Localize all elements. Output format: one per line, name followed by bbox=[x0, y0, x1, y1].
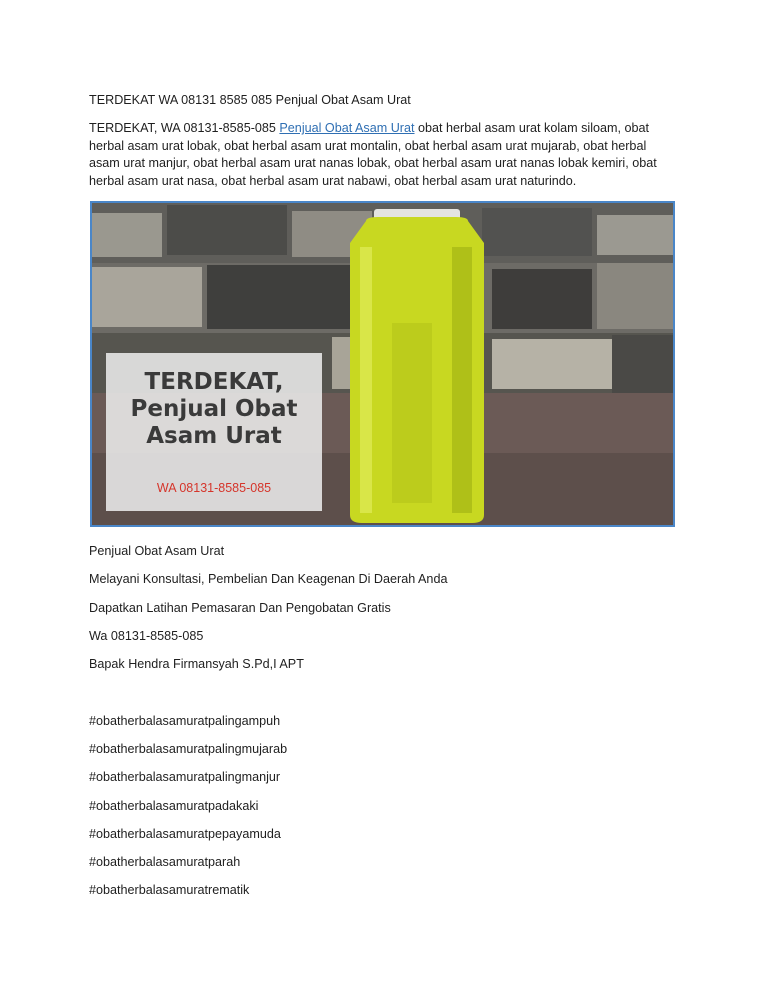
line-item: Penjual Obat Asam Urat bbox=[89, 544, 225, 558]
intro-paragraph bbox=[89, 120, 679, 190]
hashtag-item: #obatherbalasamuratparah bbox=[89, 855, 241, 869]
product-photo bbox=[90, 201, 675, 527]
hashtag-item: #obatherbalasamuratrematik bbox=[89, 883, 250, 897]
line-item: Wa 08131-8585-085 bbox=[89, 629, 204, 643]
line-item: Dapatkan Latihan Pemasaran Dan Pengobatan Gratis bbox=[89, 601, 391, 615]
overlay-title-line-1: TERDEKAT, bbox=[144, 369, 284, 395]
hashtag-item: #obatherbalasamuratpalingampuh bbox=[89, 714, 281, 728]
line-item: Bapak Hendra Firmansyah S.Pd,I APT bbox=[89, 657, 304, 671]
hashtag-item: #obatherbalasamuratpepayamuda bbox=[89, 827, 281, 841]
overlay-title-line-2: Penjual Obat bbox=[130, 396, 298, 422]
line-item: Melayani Konsultasi, Pembelian Dan Keagenan Di Daerah Anda bbox=[89, 572, 448, 586]
overlay-wa-number: WA 08131-8585-085 bbox=[156, 481, 272, 495]
hashtag-item: #obatherbalasamuratpadakaki bbox=[89, 799, 259, 813]
photo-overlay bbox=[106, 353, 322, 511]
intro-prefix: TERDEKAT, WA 08131-8585-085 bbox=[89, 121, 280, 135]
intro-suffix: obat herbal asam urat kolam siloam, obat herbal asam urat lobak, obat herbal asam urat montalin, obat herbal asam urat mujarab, obat herbal asam urat manjur, obat herbal asam urat nanas lobak, obat herbal asam urat nanas lobak kemiri, obat herbal asam urat nasa, obat herbal asam urat nabawi, obat herbal asam urat naturindo. bbox=[89, 121, 657, 188]
intro-link[interactable]: Penjual Obat Asam Urat bbox=[279, 121, 415, 135]
hashtag-item: #obatherbalasamuratpalingmujarab bbox=[89, 742, 288, 756]
overlay-title bbox=[106, 369, 322, 450]
overlay-title-line-3: Asam Urat bbox=[146, 423, 282, 449]
hashtag-item: #obatherbalasamuratpalingmanjur bbox=[89, 770, 281, 784]
document-heading: TERDEKAT WA 08131 8585 085 Penjual Obat Asam Urat bbox=[89, 93, 411, 107]
